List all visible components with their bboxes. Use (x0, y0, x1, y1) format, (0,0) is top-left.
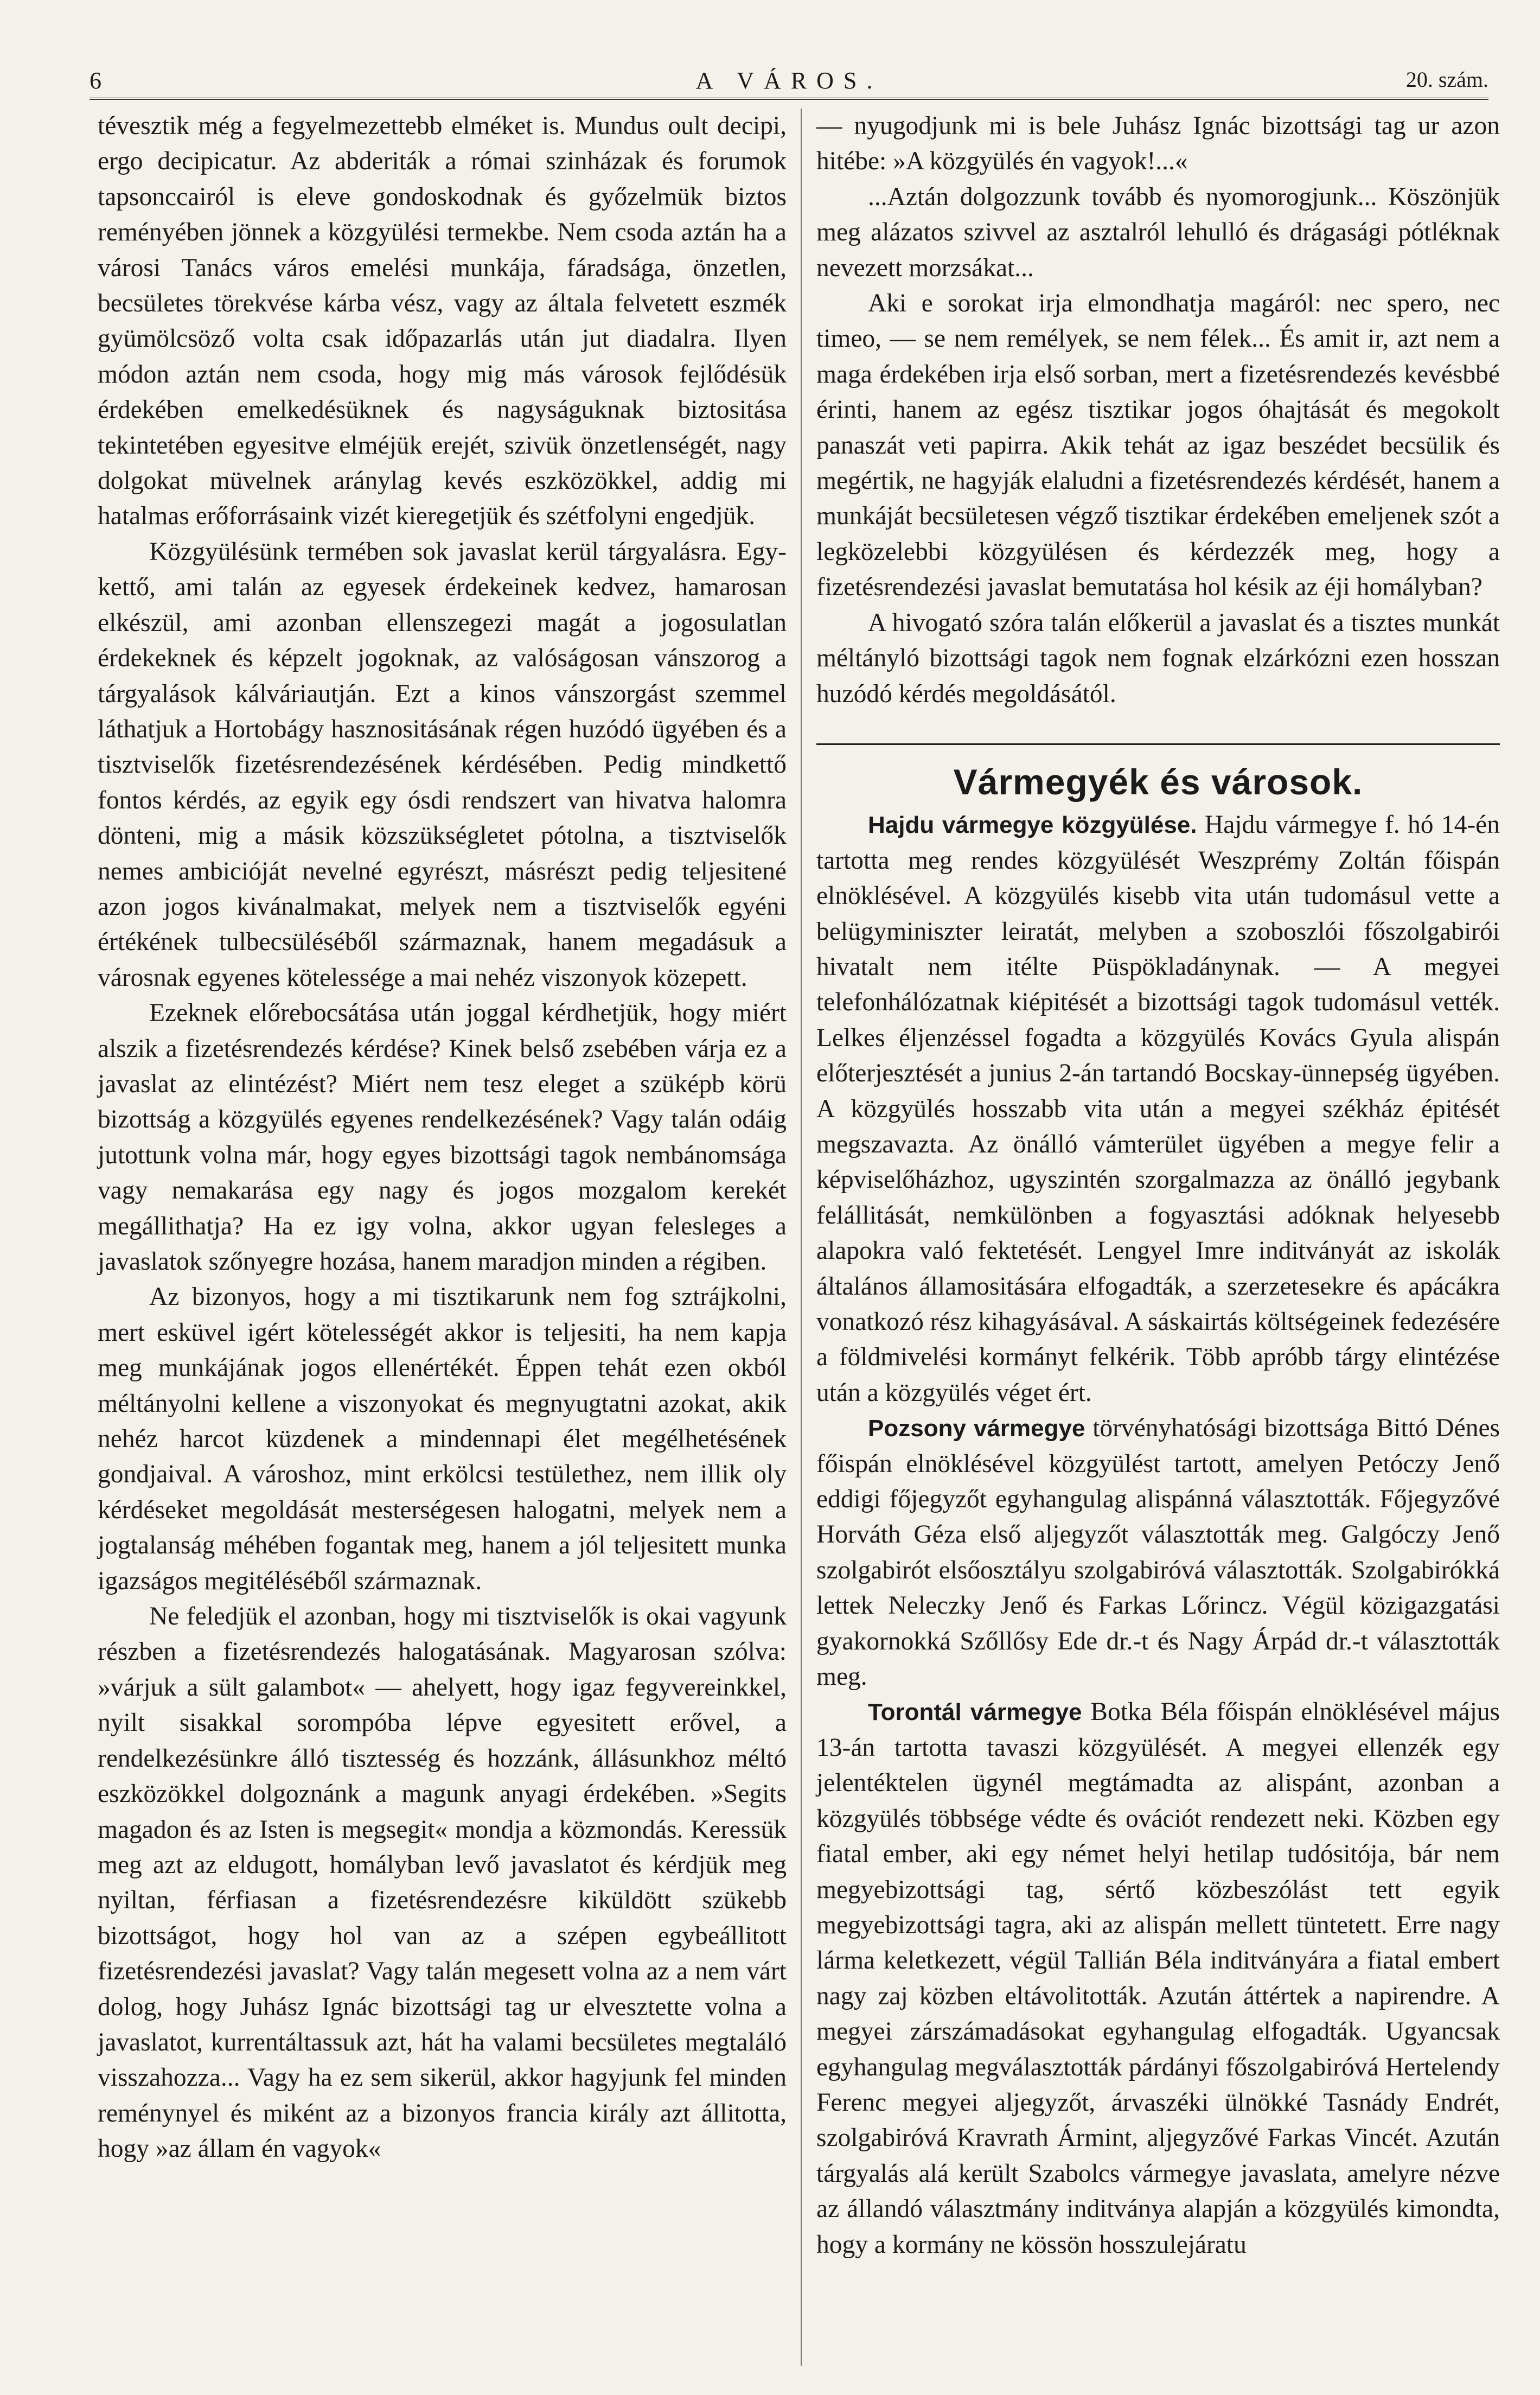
masthead-title: A VÁROS. (695, 67, 883, 94)
left-column (98, 109, 787, 2167)
section-title: Vármegyék és városok. (953, 761, 1363, 802)
section-rule (816, 743, 1500, 745)
page-number: 6 (90, 67, 101, 94)
issue-number: 20. szám. (1405, 67, 1488, 92)
page-header (90, 62, 1488, 95)
column-divider (801, 109, 802, 2366)
news-text: törvényhatósági bizottsága Bittó Dénes főispán elnöklésével közgyülést tartott, amelyen Petóczy Jenő eddigi főjegyzőt egyhangulag alispánná választották. Főjegyzővé Horváth Géza első aljegyzőt választották meg. Galgóczy Jenő szolgabirót elsőosztályu szolgabiróvá választották. Szolgabirókká lettek Neleczky Jenő és Farkas Lőrincz. Végül közigazgatási gyakornokká Szőllősy Ede dr.-t és Nagy Árpád dr.-t választották meg. (816, 1414, 1500, 1691)
paragraph: tévesztik még a fegyelmezettebb elméket is. Mundus oult decipi, ergo decipicatur. Az abderiták a római szinházak és forumok tapsonccairól is eleve gondoskodnak és győzelmük biztos reményében jönnek a közgyülési termekbe. Nem csoda aztán ha a városi Tanács város emelési munkája, fáradsága, önzetlen, becsületes törekvése kárba vész, vagy az általa felvetett eszmék gyümölcsöző volta csak időpazarlás után jut diadalra. Ilyen módon aztán nem csoda, hogy mig más városok fejlődésük érdekében emelkedésüknek és nagyságuknak biztositása tekintetében egyesitve elméjük erejét, szivük önzetlenségét, nagy dolgokat müvelnek aránylag kevés eszközökkel, addig mi hatalmas erőforrásaink vizét kieregetjük és szétfolyni engedjük. (98, 112, 787, 531)
news-item (816, 1695, 1500, 2263)
news-item (816, 807, 1500, 1411)
news-lead: Pozsony vármegye (868, 1415, 1085, 1442)
paragraph: A hivogató szóra talán előkerül a javaslat és a tisztes munkát méltányló bizottsági tagok nem fognak elzárkózni ezen hosszan huzódó kérdés megoldásától. (816, 608, 1500, 708)
paragraph: ...Aztán dolgozzunk tovább és nyomorogjunk... Köszönjük meg alázatos szivvel az asztalról lehulló és drágasági pótléknak nevezett morzsákat... (816, 182, 1500, 282)
news-lead: Hajdu vármegye közgyülése. (868, 812, 1197, 839)
news-text: Hajdu vármegye f. hó 14-én tartotta meg rendes közgyülését Weszprémy Zoltán főispán elnöklésével. A közgyülés kisebb vita után tudomásul vette a belügyminiszter leiratát, melyben a szoboszlói főszolgabirói hivatalt nem itélte Püspökladánynak. — A megyei telefonhálózatnak kiépitését a bizottsági tagok tudomásul vették. Lelkes éljenzéssel fogadta a közgyülés Kovács Gyula alispán előterjesztését a junius 2-án tartandó Bocskay-ünnepség ügyében. A közgyülés hosszabb vita után a megyei székház épitését megszavazta. Az önálló vámterület ügyében a megye felir a képviselőházhoz, ugyszintén szorgalmazza az önálló jegybank felállitását, nemkülönben a fogyasztási adóknak helyesebb alapokra való fektetését. Lengyel Imre inditványát az iskolák általános államositására elfogadták, a szerzetesekre és apácákra vonatkozó rész kihagyásával. A sáskairtás költségeinek fedezésére a földmivelési kormányt felkérik. Több apróbb tárgy elintézése után a közgyülés véget ért. (816, 811, 1500, 1407)
right-column (816, 109, 1500, 2263)
paragraph: Aki e sorokat irja elmondhatja magáról: nec spero, nec timeo, — se nem remélyek, se nem félek... És amit ir, azt nem a maga érdekében irja első sorban, mert a fizetésrendezés kevésbbé érinti, hanem az egész tisztikar jogos óhajtását és megokolt panaszát veti papirra. Akik tehát az igaz beszédet becsülik és megértik, ne hagyják elaludni a fizetésrendezés kérdését, hanem a munkáját becsületesen végző tisztikar érdekében emeljenek szót a legközelebbi közgyülésen és kérdezzék meg, hogy a fizetésrendezési javaslat bemutatása hol késik az éji homályban? (816, 289, 1500, 602)
news-text: Botka Béla főispán elnöklésével május 13-án tartotta tavaszi közgyülését. A megyei ellenzék egy jelentéktelen ügynél megtámadta az alispánt, azonban a közgyülés többsége védte és ovációt rendezett neki. Közben egy fiatal ember, aki egy német helyi hetilap tudósitója, bár nem megyebizottsági tag, sértő közbeszólást tett egyik megyebizottsági tagra, aki az alispán mellett tüntetett. Erre nagy lárma keletkezett, végül Tallián Béla inditványára a fiatal embert nagy zaj közben eltávolitották. Azután áttértek a napirendre. A megyei zárszámadásokat egyhangulag elfogadták. Ugyancsak egyhangulag megválasztották párdányi főszolgabiróvá Hertelendy Ferenc megyei aljegyzőt, árvaszéki ülnökké Tasnády Endrét, szolgabiróvá Kravrath Ármint, aljegyzővé Farkas Vincét. Azután tárgyalás alá került Szabolcs vármegye javaslata, amelyre nézve az állandó választmány inditványa alapján a közgyülés kimondta, hogy a kormány ne kössön hosszulejáratu (816, 1698, 1500, 2259)
paragraph: Ne feledjük el azonban, hogy mi tisztviselők is okai vagyunk részben a fizetésrendezés halogatásának. Magyarosan szólva: »várjuk a sült galambot« — ahelyett, hogy igaz fegyvereinkkel, nyilt sisakkal sorompóba lépve egyesitett erővel, a rendelkezésünkre álló tisztesség és hozzánk, állásunkhoz méltó eszközökkel dolgoznánk a magunk anyagi érdekében. »Segits magadon és az Isten is megsegit« mondja a közmondás. Keressük meg azt az eldugott, homályban levő javaslatot és kérdjük meg nyiltan, férfiasan a fizetésrendezésre kiküldött szükebb bizottságot, hogy hol van az a szépen egybeállitott fizetésrendezési javaslat? Vagy talán megesett volna az a nem várt dolog, hogy Juhász Ignác bizottsági tag ur elvesztette volna a javaslatot, kurrentáltassuk azt, hát ha valami becsületes megtaláló visszahozza... Vagy ha ez sem sikerül, akkor hagyjunk fel minden reménynyel és miként az a bizonyos francia király azt állitotta, hogy »az állam én vagyok« (98, 1602, 787, 2163)
paragraph: — nyugodjunk mi is bele Juhász Ignác bizottsági tag ur azon hitébe: »A közgyülés én vagyok!...« (816, 112, 1500, 176)
header-rule (90, 98, 1488, 100)
news-lead: Torontál vármegye (868, 1699, 1082, 1726)
paragraph: Közgyülésünk termében sok javaslat kerül tárgyalásra. Egy-kettő, ami talán az egyesek érdekeinek kedvez, hamarosan elkészül, ami azonban ellenszegezi magát a jogosulatlan érdekeknek és képzelt jogoknak, az valóságosan vánszorog a tárgyalások kálváriautján. Ezt a kinos vánszorgást szemmel láthatjuk a Hortobágy hasznositásának régen huzódó ügyében és a tisztviselők fizetésrendezésének kérdésében. Pedig mindkettő fontos kérdés, az egyik egy ósdi rendszert van hivatva halomra dönteni, mig a másik közszükségletet pótolna, a tisztviselők nemes ambicióját nevelné egyrészt, másrészt pedig teljesitené azon jogos kivánalmakat, melyek nem a tisztviselők egyéni értékének tulbecsüléséből származnak, hanem megadásuk a városnak egyenes kötelessége a mai nehéz viszonyok közepett. (98, 537, 787, 992)
paragraph: Ezeknek előrebocsátása után joggal kérdhetjük, hogy miért alszik a fizetésrendezés kérdése? Kinek belső zsebében várja ez a javaslat az elintézést? Miért nem tesz eleget a szüképb körü bizottság a közgyülés egyenes rendelkezésének? Vagy talán odáig jutottunk volna már, hogy egyes bizottsági tagok nembánomsága vagy nemakarása egy nagy és jogos mozgalom kerekét megállithatja? Ha ez igy volna, akkor ugyan felesleges a javaslatok szőnyegre hozása, hanem maradjon minden a régiben. (98, 999, 787, 1276)
news-item (816, 1411, 1500, 1695)
paragraph: Az bizonyos, hogy a mi tisztikarunk nem fog sztrájkolni, mert esküvel igért kötelességét akkor is teljesiti, ha nem kapja meg munkájának jogos ellenértékét. Éppen tehát ezen okból méltányolni kellene a viszonyokat és megnyugtatni azokat, akik nehéz harcot küzdenek a mindennapi élet megélhetésének gondjaival. A városhoz, mint erkölcsi testülethez, nem illik oly kérdéseket megoldását mesterségesen halogatni, melyek nem a jogtalanság méhében fogantak meg, hanem a jól teljesitett munka igazságos megitéléséből származnak. (98, 1283, 787, 1595)
